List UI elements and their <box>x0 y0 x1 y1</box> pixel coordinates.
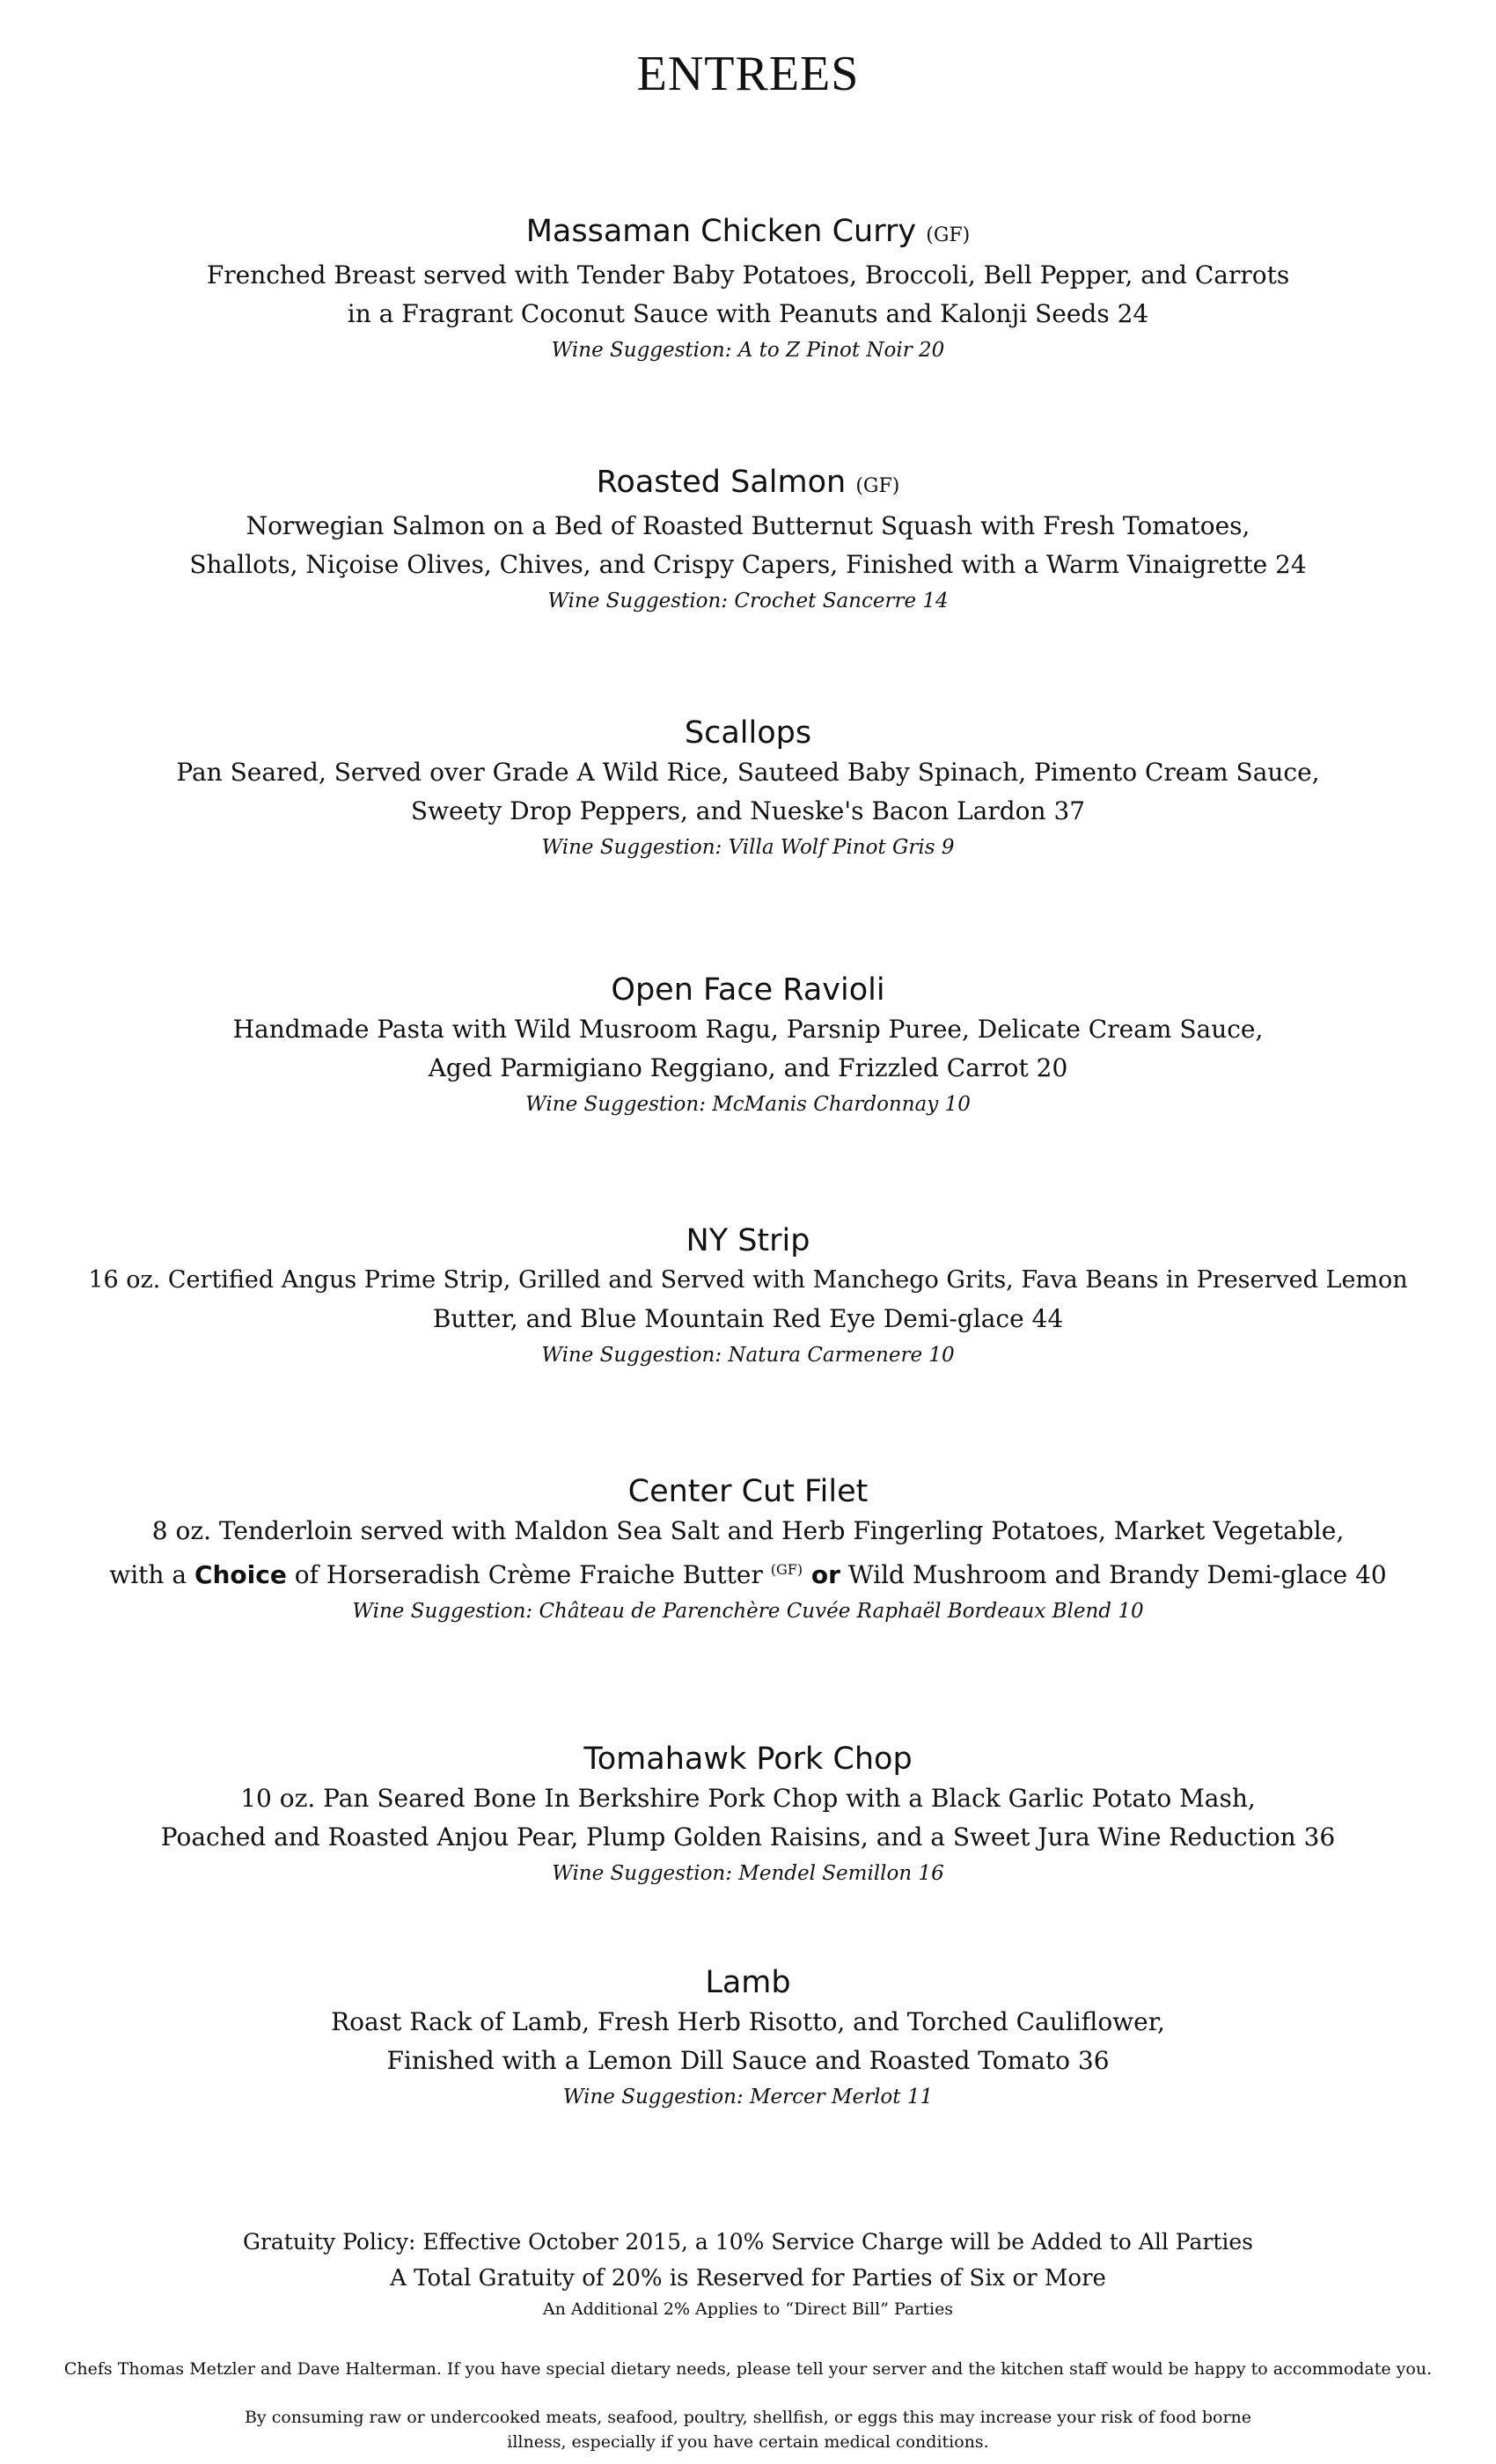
menu-item-lamb <box>35 1962 1461 2114</box>
wine-suggestion: Wine Suggestion: Château de Parenchère Cuvée Raphaël Bordeaux Blend 10 <box>352 1600 1144 1623</box>
menu-item-roasted-salmon <box>35 462 1461 618</box>
item-description-line-1: Pan Seared, Served over Grade A Wild Rice, Sauteed Baby Spinach, Pimento Cream Sauce, <box>176 758 1320 787</box>
wine-suggestion: Wine Suggestion: Natura Carmenere 10 <box>541 1344 955 1367</box>
gluten-free-tag: (GF) <box>770 1561 803 1578</box>
item-description-line-1: Frenched Breast served with Tender Baby Potatoes, Broccoli, Bell Pepper, and Carrots <box>206 260 1290 290</box>
menu-item-center-cut-filet <box>35 1471 1461 1628</box>
item-description-line-1: Handmade Pasta with Wild Musroom Ragu, Parsnip Puree, Delicate Cream Sauce, <box>232 1015 1264 1044</box>
item-name-text: Roasted Salmon <box>596 465 847 500</box>
gratuity-policy-line-1: Gratuity Policy: Effective October 2015, a 10% Service Charge will be Added to All Parties <box>242 2229 1254 2255</box>
wine-suggestion: Wine Suggestion: Villa Wolf Pinot Gris 9 <box>541 836 955 859</box>
gluten-free-tag: (GF) <box>855 475 900 497</box>
item-name: Lamb <box>705 1965 791 2000</box>
or-emphasis: or <box>803 1560 840 1589</box>
menu-item-massaman-chicken-curry <box>35 211 1461 367</box>
item-description-line-2: Shallots, Niçoise Olives, Chives, and Crispy Capers, Finished with a Warm Vinaigrette 24 <box>189 550 1307 579</box>
item-description-line-2: Aged Parmigiano Reggiano, and Frizzled Carrot 20 <box>428 1053 1068 1082</box>
wine-suggestion: Wine Suggestion: A to Z Pinot Noir 20 <box>551 339 945 362</box>
menu-item-open-face-ravioli <box>35 970 1461 1121</box>
gratuity-policy-line-3: An Additional 2% Applies to “Direct Bill” Parties <box>542 2299 954 2319</box>
item-name: NY Strip <box>686 1223 810 1258</box>
gratuity-policy-line-2: A Total Gratuity of 20% is Reserved for Parties of Six or More <box>390 2265 1106 2292</box>
food-safety-warning: By consuming raw or undercooked meats, seafood, poultry, shellfish, or eggs this may increase your risk of food borne illness, especially if you have certain medical conditions. <box>244 2408 1252 2452</box>
gratuity-policy <box>0 2225 1496 2321</box>
item-description-line-1: 16 oz. Certified Angus Prime Strip, Grilled and Served with Manchego Grits, Fava Beans in Preserved Lemon <box>88 1266 1408 1294</box>
desc-text: Wild Mushroom and Brandy Demi-glace 40 <box>840 1560 1387 1589</box>
choice-emphasis: Choice <box>194 1560 287 1589</box>
item-name: Center Cut Filet <box>627 1474 869 1509</box>
item-name <box>35 211 1461 256</box>
item-description-line-2: Butter, and Blue Mountain Red Eye Demi-glace 44 <box>432 1304 1064 1333</box>
menu-item-tomahawk-pork-chop <box>35 1739 1461 1890</box>
wine-suggestion: Wine Suggestion: McManis Chardonnay 10 <box>525 1093 971 1116</box>
item-description-line-1: Roast Rack of Lamb, Fresh Herb Risotto, and Torched Cauliflower, <box>331 2007 1165 2036</box>
desc-text: of Horseradish Crème Fraiche Butter <box>286 1560 771 1589</box>
page-title: ENTREES <box>636 47 860 101</box>
item-description-line-2: Finished with a Lemon Dill Sauce and Roasted Tomato 36 <box>386 2046 1110 2075</box>
item-name: Tomahawk Pork Chop <box>583 1742 913 1777</box>
item-description-line-2: in a Fragrant Coconut Sauce with Peanuts and Kalonji Seeds 24 <box>347 299 1149 328</box>
item-description-line-1: 8 oz. Tenderloin served with Maldon Sea Salt and Herb Fingerling Potatoes, Market Vegetable, <box>151 1516 1345 1545</box>
desc-text: with a <box>109 1560 194 1589</box>
item-name-text: Massaman Chicken Curry <box>525 214 917 249</box>
item-description-line-2 <box>35 1551 1461 1595</box>
item-description-line-2: Sweety Drop Peppers, and Nueske's Bacon Lardon 37 <box>410 796 1086 825</box>
item-description-line-1: 10 oz. Pan Seared Bone In Berkshire Pork Chop with a Black Garlic Potato Mash, <box>240 1784 1256 1813</box>
item-name: Scallops <box>684 715 812 751</box>
item-name <box>35 462 1461 507</box>
item-name: Open Face Ravioli <box>611 972 885 1008</box>
menu-item-scallops <box>35 713 1461 864</box>
wine-suggestion: Wine Suggestion: Crochet Sancerre 14 <box>547 590 949 612</box>
gluten-free-tag: (GF) <box>926 224 971 246</box>
menu-item-ny-strip <box>35 1221 1461 1372</box>
wine-suggestion: Wine Suggestion: Mendel Semillon 16 <box>552 1862 944 1885</box>
wine-suggestion: Wine Suggestion: Mercer Merlot 11 <box>562 2086 934 2108</box>
item-description-line-2: Poached and Roasted Anjou Pear, Plump Golden Raisins, and a Sweet Jura Wine Reduction 36 <box>160 1822 1336 1852</box>
item-description-line-1: Norwegian Salmon on a Bed of Roasted Butternut Squash with Fresh Tomatoes, <box>246 511 1250 540</box>
chefs-note: Chefs Thomas Metzler and Dave Halterman. If you have special dietary needs, please tell your server and the kitchen staff would be happy to accommodate you. <box>63 2359 1433 2379</box>
